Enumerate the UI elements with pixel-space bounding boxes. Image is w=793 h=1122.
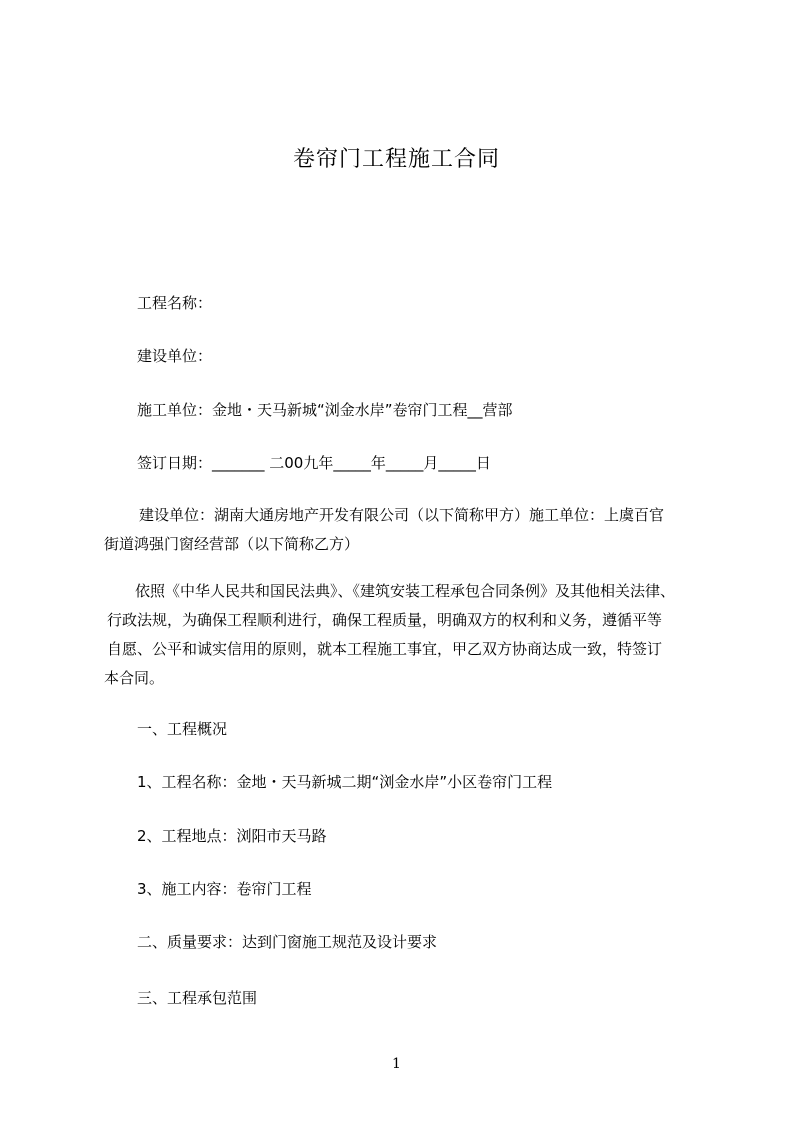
construction-unit-field: 建设单位： — [137, 347, 213, 365]
parties-line-2: 街道鸿强门窗经营部（以下简称乙方） — [104, 535, 360, 553]
parties-line-1: 建设单位：湖南大通房地产开发有限公司（以下简称甲方）施工单位：上虞百官 — [139, 506, 665, 524]
document-title: 卷帘门工程施工合同 — [292, 147, 500, 172]
section-1-item-3: 3、施工内容：卷帘门工程 — [137, 880, 312, 898]
intro-line-2: 行政法规，为确保工程顺利进行，确保工程质量，明确双方的权利和义务，遵循平等 — [107, 611, 663, 629]
contractor-field: 施工单位：金地・天马新城“浏金水岸”卷帘门工程__营部 — [137, 401, 513, 419]
intro-line-4: 本合同。 — [104, 669, 165, 687]
sign-date-field: 签订日期：_______ 二00九年_____年_____月_____日 — [137, 454, 491, 472]
intro-paragraph — [104, 577, 675, 693]
parties-paragraph — [104, 501, 664, 559]
section-3-heading: 三、工程承包范围 — [137, 989, 258, 1007]
section-1-item-1: 1、工程名称：金地・天马新城二期“浏金水岸”小区卷帘门工程 — [137, 773, 553, 791]
page-number: 1 — [392, 1056, 401, 1072]
intro-line-1: 依照《中华人民共和国民法典》、《建筑安装工程承包合同条例》及其他相关法律、 — [135, 582, 676, 600]
project-name-field: 工程名称： — [137, 294, 213, 312]
intro-line-3: 自愿、公平和诚实信用的原则，就本工程施工事宜，甲乙双方协商达成一致，特签订 — [107, 640, 663, 658]
section-1-item-2: 2、工程地点：浏阳市天马路 — [137, 827, 327, 845]
section-1-heading: 一、工程概况 — [137, 720, 228, 738]
section-2-heading: 二、质量要求：达到门窗施工规范及设计要求 — [137, 933, 438, 951]
